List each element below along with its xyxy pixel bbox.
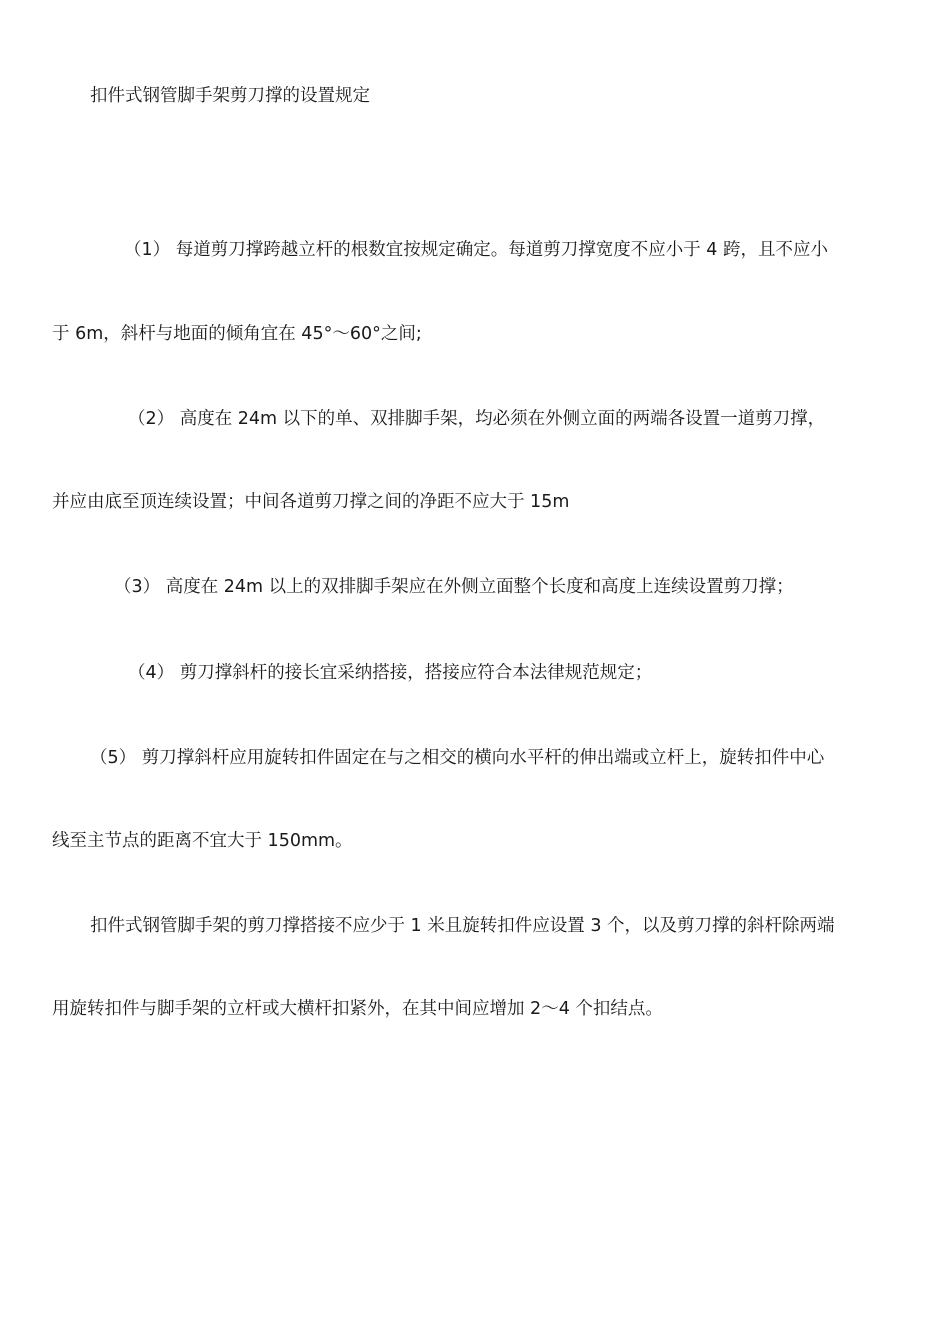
item-1-line-2: 于 6m，斜杆与地面的倾角宜在 45°～60°之间;	[52, 324, 422, 344]
item-5-line-1: （5） 剪刀撑斜杆应用旋转扣件固定在与之相交的横向水平杆的伸出端或立杆上，旋转扣件中心	[90, 748, 825, 768]
item-4-line-1: （4） 剪刀撑斜杆的接长宜采纳搭接，搭接应符合本法律规范规定；	[128, 663, 653, 683]
item-5-line-2: 线至主节点的距离不宜大于 150mm。	[52, 831, 353, 851]
item-2-line-2: 并应由底至顶连续设置；中间各道剪刀撑之间的净距不应大于 15m	[52, 492, 570, 512]
document-title: 扣件式钢管脚手架剪刀撑的设置规定	[90, 86, 370, 106]
item-3-line-1: （3） 高度在 24m 以上的双排脚手架应在外侧立面整个长度和高度上连续设置剪刀撑；	[114, 577, 794, 597]
closing-line-2: 用旋转扣件与脚手架的立杆或大横杆扣紧外，在其中间应增加 2～4 个扣结点。	[52, 999, 663, 1019]
closing-line-1: 扣件式钢管脚手架的剪刀撑搭接不应少于 1 米且旋转扣件应设置 3 个，以及剪刀撑的斜杆除两端	[90, 916, 835, 936]
item-1-line-1: （1） 每道剪刀撑跨越立杆的根数宜按规定确定。每道剪刀撑宽度不应小于 4 跨，且不应小	[124, 240, 828, 260]
item-2-line-1: （2） 高度在 24m 以下的单、双排脚手架，均必须在外侧立面的两端各设置一道剪刀撑，	[128, 409, 826, 429]
